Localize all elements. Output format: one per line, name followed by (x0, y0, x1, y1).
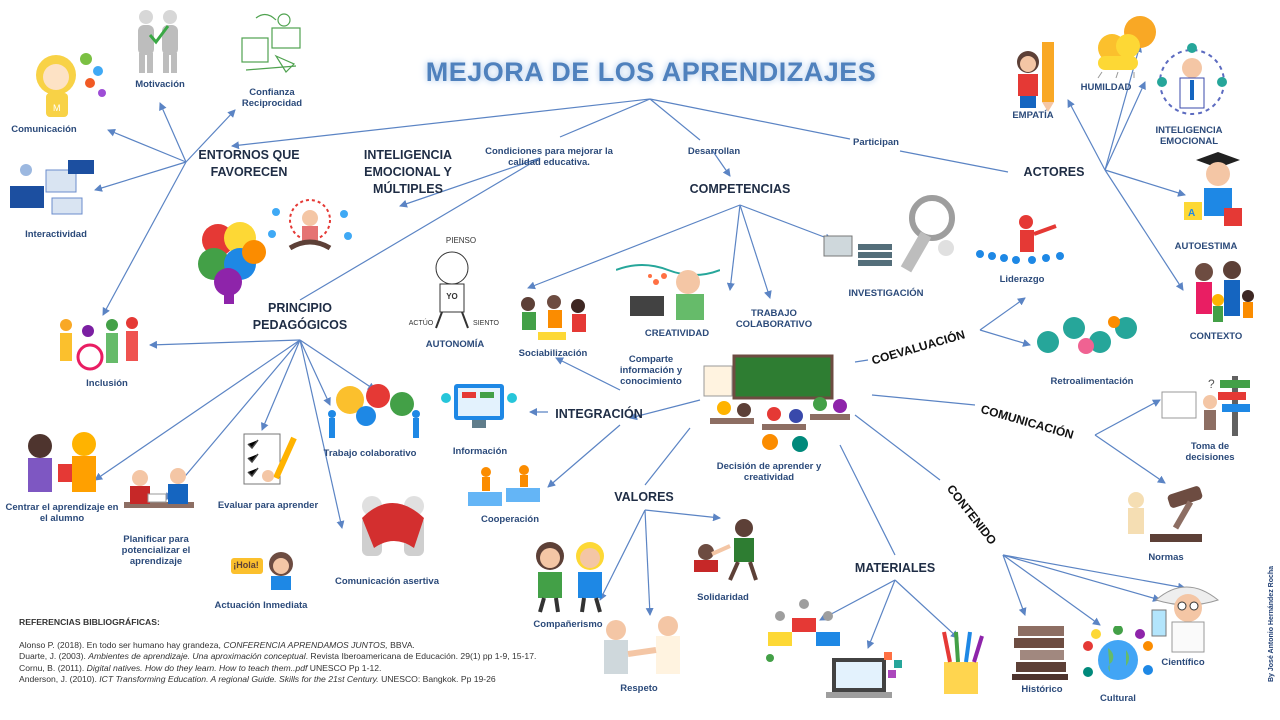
scientific-label: Científico (1161, 657, 1205, 668)
context-label: CONTEXTO (1189, 331, 1243, 342)
friends-kids-icon (528, 538, 614, 616)
companionship-label: Compañerismo (533, 619, 603, 630)
norms-label: Normas (1148, 552, 1184, 563)
meditation-icon (262, 192, 358, 264)
pencils-icon (934, 626, 992, 698)
decision-label: Decisión de aprender y creatividad (716, 461, 822, 483)
globe-kids-icon (1080, 626, 1156, 692)
principle-header: PRINCIPIO PEDAGÓGICOS (252, 301, 348, 332)
autonomy-label: AUTONOMÍA (425, 339, 485, 350)
reference-item: Cornu, B. (2011). Digital natives. How do they learn. How to teach them..pdf UNESCO Pp 1-12. (19, 662, 382, 673)
teamwork-label: Trabajo colaborativo (323, 448, 417, 459)
research-magnifier-icon (822, 192, 966, 276)
participate-label: Participan (853, 137, 899, 148)
cooperation-label: Cooperación (480, 514, 540, 525)
communication-girl-icon (22, 45, 112, 121)
information-label: Información (452, 446, 508, 457)
evaluate-checklist-icon (238, 428, 300, 492)
humility-label: HUMILDAD (1080, 82, 1132, 93)
solidarity-label: Solidaridad (697, 592, 749, 603)
cooperation-puzzle-icon (466, 462, 548, 510)
selfesteem-label: AUTOESTIMA (1174, 241, 1238, 252)
reference-item: Duarte, J. (2003). Ambientes de aprendizaje. Una aproximación conceptual. Revista Iberoamericana de Educación. 29(1) pp 1-9, 15-17. (19, 651, 537, 662)
graduate-kid-icon (1180, 148, 1246, 238)
planning-label: Planificar para potencializar el aprendizaje (121, 534, 191, 567)
inclusion-label: Inclusión (86, 378, 128, 389)
family-icon (1184, 260, 1260, 330)
yo-word: YO (446, 292, 458, 301)
signpost-icon (1160, 372, 1252, 438)
socialization-label: Sociabilización (518, 348, 588, 359)
books-icon (1010, 618, 1072, 682)
leadership-figures-icon (972, 210, 1074, 272)
references (19, 617, 559, 686)
page-title: MEJORA DE LOS APRENDIZAJES (425, 57, 877, 87)
reference-item: Anderson, J. (2010). ICT Transforming Education. A regional Guide. Skills for the 21st Century. UNESCO: Bangkok. Pp 19-26 (19, 674, 496, 685)
values-header: VALORES (614, 490, 674, 504)
collaborative-label: TRABAJO COLABORATIVO (735, 308, 813, 330)
historical-label: Histórico (1021, 684, 1063, 695)
cultural-label: Cultural (1100, 693, 1136, 704)
classroom-icon (700, 352, 856, 458)
scientist-icon (1146, 580, 1228, 656)
empathy-label: EMPATÍA (1012, 110, 1054, 121)
motivation-figures-icon (128, 5, 188, 77)
respect-label: Respeto (620, 683, 658, 694)
svg-text:M: M (53, 103, 61, 113)
hola-badge: ¡Hola! (233, 560, 259, 570)
centered-students-icon (20, 428, 106, 500)
actors-header: ACTORES (1023, 165, 1085, 179)
kids-playing-icon (514, 292, 594, 344)
develop-label: Desarrollan (687, 146, 741, 157)
handshake-icon (598, 614, 690, 678)
environments-header: ENTORNOS QUE FAVORECEN (198, 148, 300, 179)
centered-label: Centrar el aprendizaje en el alumno (5, 502, 119, 524)
inclusion-people-icon (52, 315, 144, 373)
creativity-boy-icon (616, 252, 720, 324)
content-header: CONTENIDO (943, 482, 1000, 548)
interactivity-label: Interactividad (25, 229, 87, 240)
feel-word: SIENTO (473, 320, 499, 327)
assertive-label: Comunicación asertiva (334, 576, 440, 587)
feedback-label: Retroalimentación (1050, 376, 1134, 387)
conditions-label: Condiciones para mejorar la calidad educativa. (485, 146, 613, 168)
leadership-label: Liderazgo (999, 274, 1045, 285)
evaluate-label: Evaluar para aprender (217, 500, 319, 511)
pencil-boy-icon (1010, 36, 1064, 112)
intelligence-header: INTELIGENCIA EMOCIONAL Y MÚLTIPLES (363, 148, 453, 196)
act-word: ACTÚO (408, 320, 434, 327)
trust-sketch-icon (236, 8, 308, 80)
motivation-label: Motivación (135, 79, 185, 90)
thinker-figure-icon (402, 236, 500, 332)
reference-item: Alonso P. (2018). En todo ser humano hay grandeza, CONFERENCIA APRENDAMOS JUNTOS, BBVA. (19, 639, 415, 650)
planning-meeting-icon (118, 458, 200, 532)
laptop-apps-icon (824, 648, 906, 706)
svg-text:A: A (1188, 208, 1196, 219)
gavel-icon (1120, 486, 1218, 546)
helping-kids-icon (682, 514, 772, 584)
teacher-icon (1154, 42, 1230, 122)
communication-label: Comunicación (11, 124, 77, 135)
svg-text:?: ? (1208, 377, 1215, 391)
materials-header: MATERIALES (854, 561, 936, 575)
references-title: REFERENCIAS BIBLIOGRÁFICAS: (19, 617, 160, 627)
share-label: Comparte información y conocimiento (619, 354, 683, 387)
interactivity-devices-icon (6, 158, 96, 220)
communication-header: COMUNICACIÓN (979, 402, 1076, 442)
coevaluation-header: COEVALUACIÓN (870, 327, 967, 368)
feedback-icons-icon (1034, 314, 1142, 356)
trust-label: Confianza Reciprocidad (241, 87, 303, 109)
think-word: PIENSO (445, 236, 477, 245)
immediate-label: Actuación Inmediata (214, 600, 308, 611)
information-screen-icon (440, 378, 518, 434)
emotional-label: INTELIGENCIA EMOCIONAL (1155, 125, 1223, 147)
gears-team-icon (322, 380, 426, 444)
author-credit: By José Antonio Hernández Rocha (1268, 565, 1275, 682)
decisions-label: Toma de decisiones (1185, 441, 1235, 463)
research-label: INVESTIGACIÓN (848, 288, 924, 299)
assertive-figures-icon (340, 488, 446, 574)
competencies-header: COMPETENCIAS (689, 182, 791, 196)
integration-header: INTEGRACIÓN (555, 407, 643, 421)
creativity-label: CREATIVIDAD (644, 328, 710, 339)
